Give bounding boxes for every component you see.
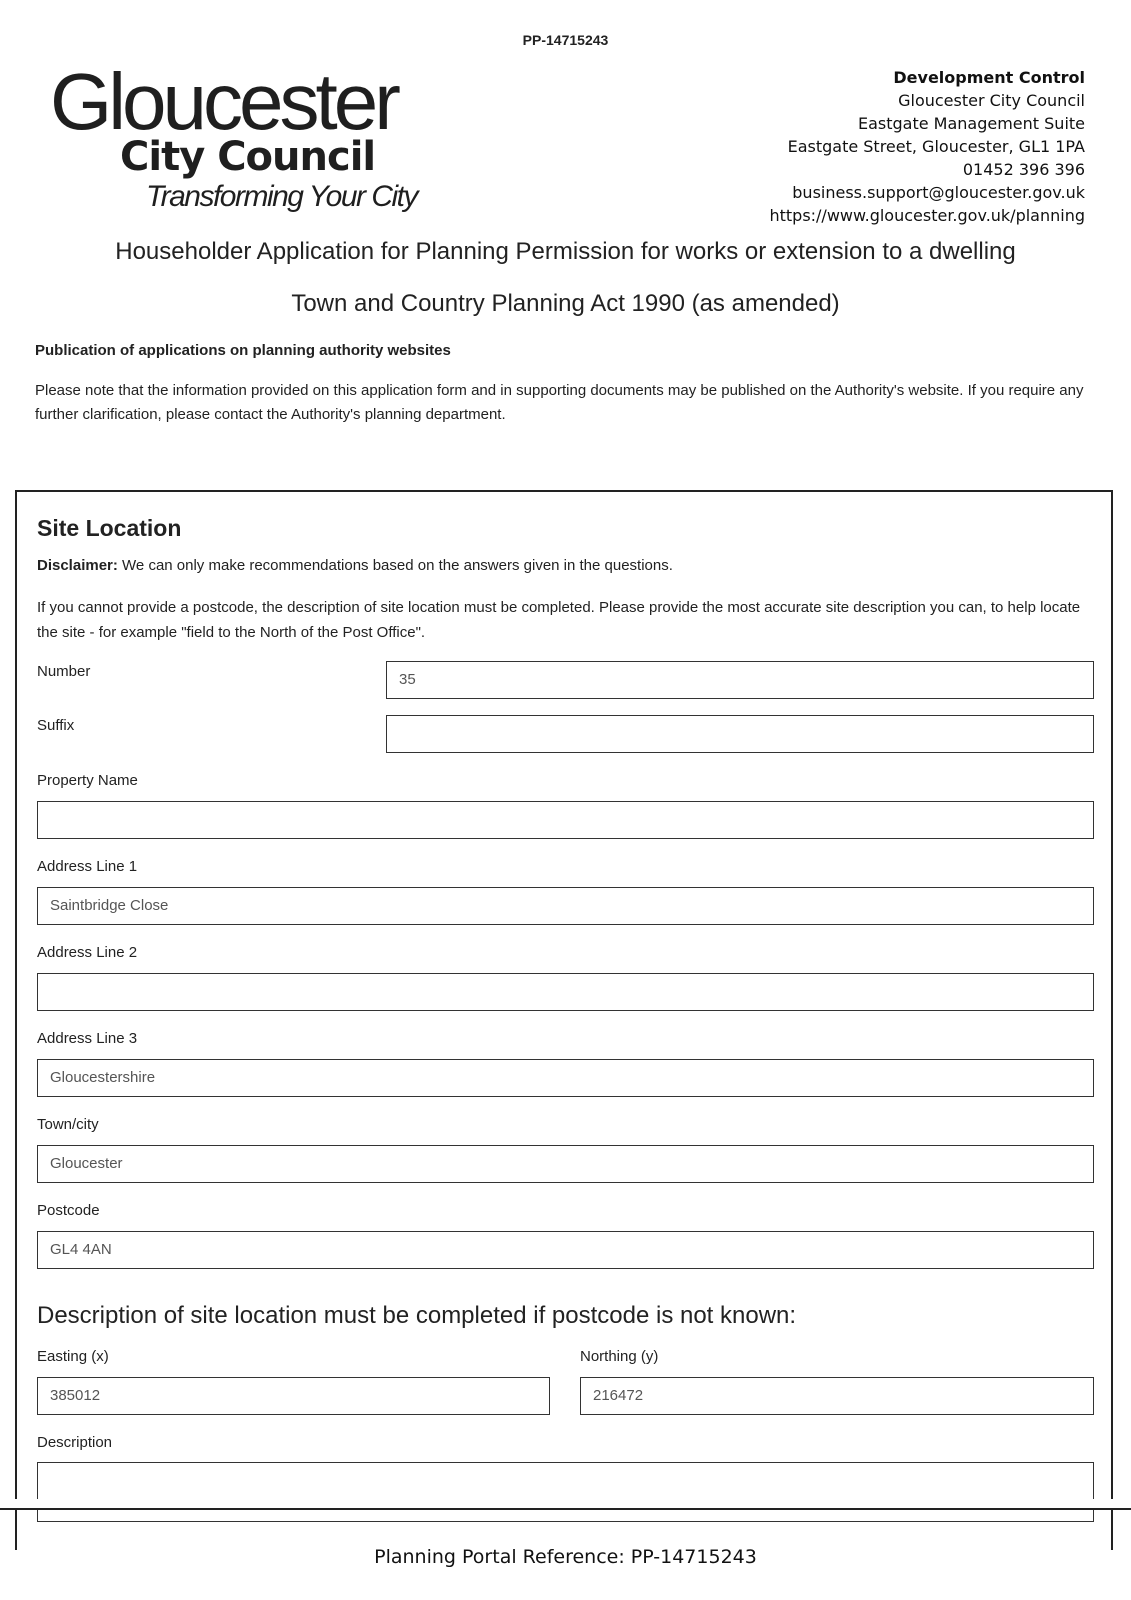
logo-tagline: Transforming Your City — [146, 180, 417, 213]
number-field[interactable]: 35 — [386, 661, 1094, 699]
contact-website[interactable]: https://www.gloucester.gov.uk/planning — [769, 206, 1085, 225]
contact-block — [769, 66, 1085, 227]
address-line-2-field[interactable] — [37, 973, 1094, 1011]
page-title: Householder Application for Planning Permission for works or extension to a dwelling — [115, 238, 1016, 265]
contact-line: Gloucester City Council — [898, 91, 1085, 110]
northing-label: Northing (y) — [580, 1348, 659, 1365]
address-line-1-field[interactable]: Saintbridge Close — [37, 887, 1094, 925]
property-name-field[interactable] — [37, 801, 1094, 839]
contact-line: Eastgate Management Suite — [857, 114, 1085, 133]
council-logo — [50, 57, 430, 222]
footer-divider — [0, 1508, 1131, 1510]
address-line-3-label: Address Line 3 — [37, 1030, 138, 1047]
description-heading: Description of site location must be completed if postcode is not known: — [37, 1302, 797, 1329]
publication-heading: Publication of applications on planning authority websites — [35, 342, 451, 359]
contact-email[interactable]: business.support@gloucester.gov.uk — [792, 183, 1085, 202]
description-textarea[interactable] — [37, 1462, 1094, 1522]
disclaimer-label: Disclaimer: — [37, 557, 118, 574]
description-label: Description — [37, 1434, 113, 1451]
address-line-2-label: Address Line 2 — [37, 944, 138, 961]
town-city-field[interactable]: Gloucester — [37, 1145, 1094, 1183]
disclaimer — [37, 557, 673, 574]
number-label: Number — [37, 663, 91, 680]
suffix-field[interactable] — [386, 715, 1094, 753]
postcode-label: Postcode — [37, 1202, 100, 1219]
town-city-label: Town/city — [37, 1116, 99, 1133]
easting-label: Easting (x) — [37, 1348, 109, 1365]
contact-line: Eastgate Street, Gloucester, GL1 1PA — [787, 137, 1085, 156]
postcode-field[interactable]: GL4 4AN — [37, 1231, 1094, 1269]
publication-text: Please note that the information provided on this application form and in supporting documents may be published on the Authority's website. If you require any further clarification, please contact the Authority's planning department. — [35, 382, 1084, 423]
northing-field[interactable]: 216472 — [580, 1377, 1094, 1415]
postcode-guidance: If you cannot provide a postcode, the description of site location must be completed. Please provide the most accurate site description you can, to help locate the site - for example "field to the North of the Post Office". — [37, 599, 1081, 641]
property-name-label: Property Name — [37, 772, 138, 789]
section-title: Site Location — [37, 515, 182, 541]
logo-word-city-council: City Council — [120, 134, 376, 180]
disclaimer-text: We can only make recommendations based on the answers given in the questions. — [117, 557, 673, 574]
contact-heading: Development Control — [893, 68, 1085, 87]
address-line-3-field[interactable]: Gloucestershire — [37, 1059, 1094, 1097]
page-reference: PP-14715243 — [522, 32, 609, 48]
page-subtitle: Town and Country Planning Act 1990 (as amended) — [291, 290, 840, 317]
easting-field[interactable]: 385012 — [37, 1377, 550, 1415]
suffix-label: Suffix — [37, 717, 75, 734]
page-break-gap — [0, 1499, 1131, 1508]
logo-word-gloucester: Gloucester — [50, 57, 397, 146]
contact-phone: 01452 396 396 — [962, 160, 1085, 179]
address-line-1-label: Address Line 1 — [37, 858, 138, 875]
footer-reference: Planning Portal Reference: PP-14715243 — [374, 1546, 757, 1568]
